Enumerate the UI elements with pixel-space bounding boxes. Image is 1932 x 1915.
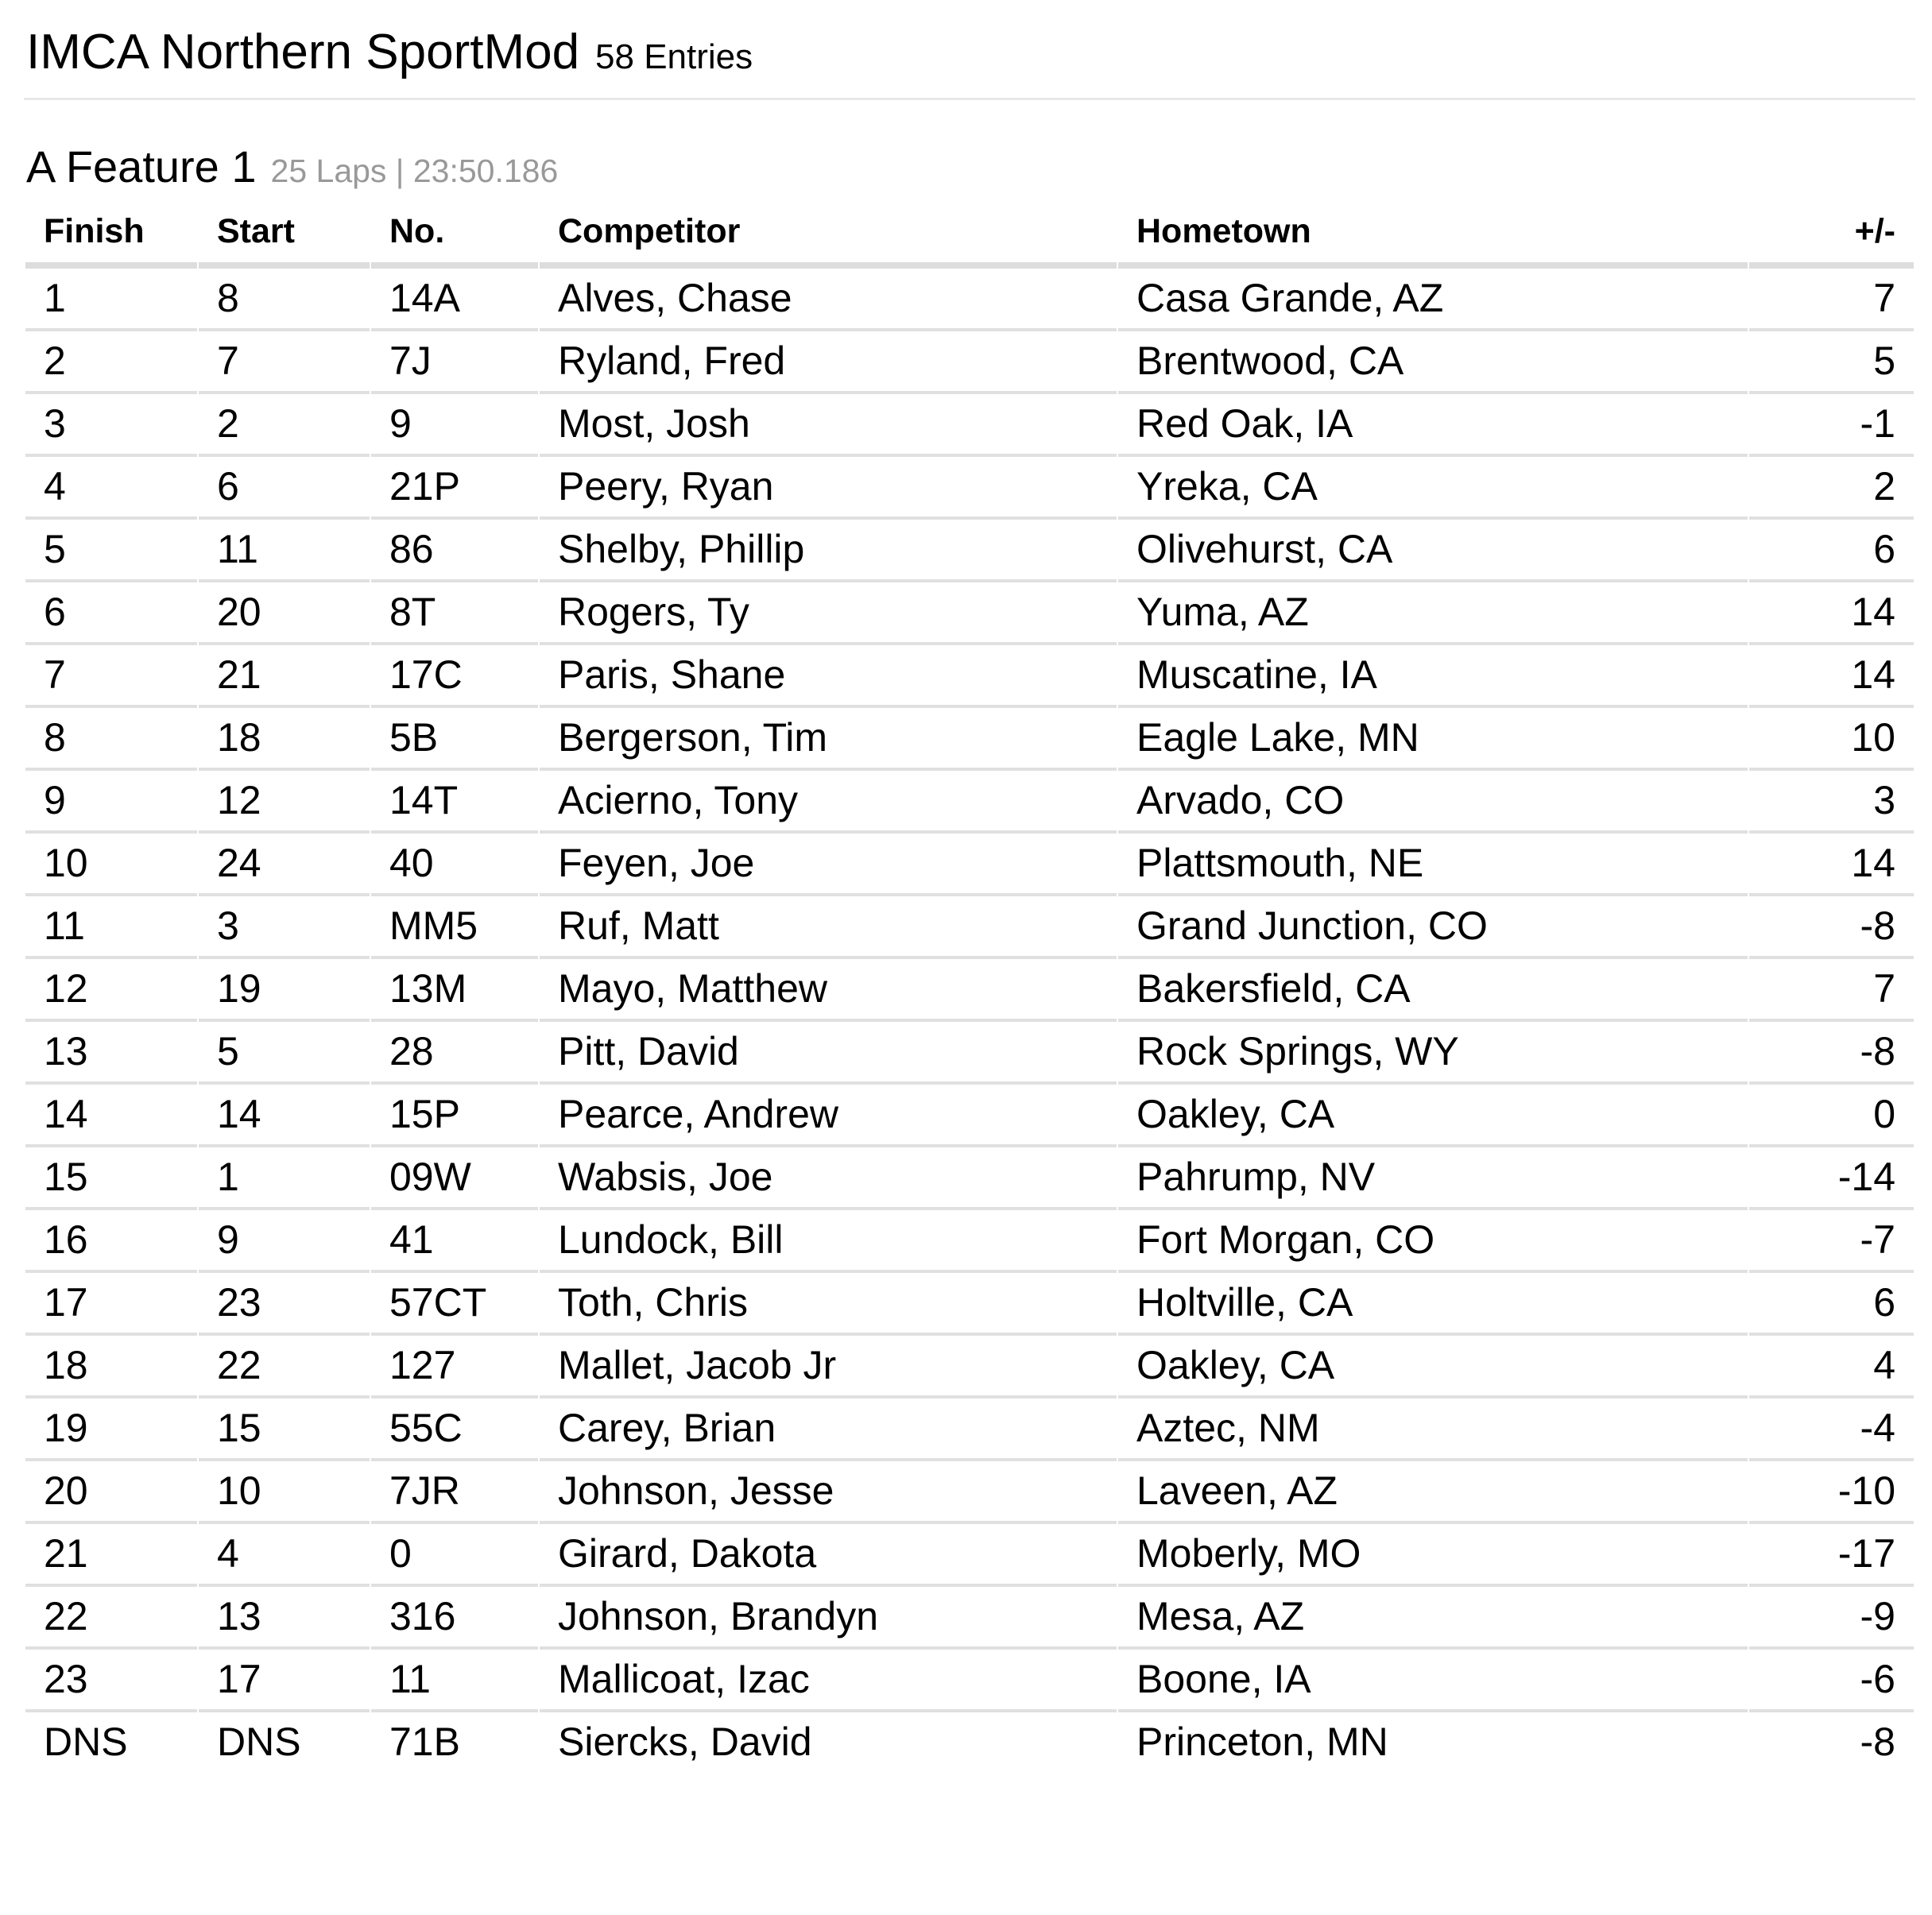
col-header-hometown: Hometown — [1118, 193, 1748, 269]
cell-competitor: Paris, Shane — [540, 645, 1117, 708]
cell-plus-minus: -10 — [1749, 1461, 1914, 1524]
table-row — [25, 645, 1914, 708]
cell-competitor: Mallet, Jacob Jr — [540, 1336, 1117, 1399]
cell-hometown: Moberly, MO — [1118, 1524, 1748, 1587]
table-row — [25, 959, 1914, 1022]
cell-finish: 13 — [25, 1022, 197, 1085]
cell-hometown: Oakley, CA — [1118, 1336, 1748, 1399]
table-row — [25, 1399, 1914, 1461]
cell-plus-minus: 4 — [1749, 1336, 1914, 1399]
cell-car-number: MM5 — [371, 896, 538, 959]
cell-car-number: 40 — [371, 834, 538, 896]
table-row — [25, 582, 1914, 645]
cell-car-number: 21P — [371, 457, 538, 520]
cell-plus-minus: 6 — [1749, 1273, 1914, 1336]
cell-finish: 14 — [25, 1085, 197, 1147]
cell-car-number: 13M — [371, 959, 538, 1022]
cell-plus-minus: -9 — [1749, 1587, 1914, 1650]
cell-competitor: Lundock, Bill — [540, 1210, 1117, 1273]
table-row — [25, 520, 1914, 582]
cell-car-number: 7J — [371, 331, 538, 394]
table-row — [25, 394, 1914, 457]
cell-competitor: Acierno, Tony — [540, 771, 1117, 834]
cell-car-number: 5B — [371, 708, 538, 771]
cell-start: 22 — [199, 1336, 370, 1399]
cell-start: 17 — [199, 1650, 370, 1712]
table-row — [25, 1085, 1914, 1147]
table-row — [25, 1022, 1914, 1085]
cell-finish: 16 — [25, 1210, 197, 1273]
col-header-plus-minus: +/- — [1749, 193, 1914, 269]
cell-competitor: Ruf, Matt — [540, 896, 1117, 959]
cell-hometown: Boone, IA — [1118, 1650, 1748, 1712]
race-details: 25 Laps | 23:50.186 — [270, 153, 559, 190]
cell-finish: 9 — [25, 771, 197, 834]
table-row — [25, 1712, 1914, 1775]
cell-hometown: Yuma, AZ — [1118, 582, 1748, 645]
cell-start: 21 — [199, 645, 370, 708]
table-row — [25, 834, 1914, 896]
cell-car-number: 127 — [371, 1336, 538, 1399]
cell-competitor: Pitt, David — [540, 1022, 1117, 1085]
table-row — [25, 1210, 1914, 1273]
cell-finish: 5 — [25, 520, 197, 582]
cell-finish: 11 — [25, 896, 197, 959]
cell-finish: DNS — [44, 1720, 128, 1765]
table-row — [25, 269, 1914, 331]
cell-start: 2 — [199, 394, 370, 457]
cell-plus-minus: -7 — [1749, 1210, 1914, 1273]
cell-finish: 4 — [25, 457, 197, 520]
cell-competitor: Mallicoat, Izac — [540, 1650, 1117, 1712]
cell-finish: 21 — [25, 1524, 197, 1587]
page-container — [0, 24, 1932, 1775]
cell-hometown: Rock Springs, WY — [1118, 1022, 1748, 1085]
cell-start: 12 — [199, 771, 370, 834]
cell-car-number: 57CT — [371, 1273, 538, 1336]
cell-finish: 8 — [25, 708, 197, 771]
cell-plus-minus: 3 — [1749, 771, 1914, 834]
cell-car-number: 41 — [371, 1210, 538, 1273]
cell-start: 7 — [199, 331, 370, 394]
cell-hometown: Aztec, NM — [1118, 1399, 1748, 1461]
cell-hometown: Fort Morgan, CO — [1118, 1210, 1748, 1273]
cell-finish: 22 — [25, 1587, 197, 1650]
table-row — [25, 1650, 1914, 1712]
cell-plus-minus: -8 — [1749, 1022, 1914, 1085]
cell-plus-minus: -8 — [1749, 896, 1914, 959]
entries-count: 58 Entries — [595, 37, 753, 76]
cell-finish: 23 — [25, 1650, 197, 1712]
cell-start: 8 — [199, 269, 370, 331]
cell-plus-minus: -6 — [1749, 1650, 1914, 1712]
table-row — [25, 1336, 1914, 1399]
cell-start: 11 — [199, 520, 370, 582]
cell-hometown: Arvado, CO — [1118, 771, 1748, 834]
cell-start: 4 — [199, 1524, 370, 1587]
cell-start: 14 — [199, 1085, 370, 1147]
cell-start: 9 — [199, 1210, 370, 1273]
cell-plus-minus: -1 — [1749, 394, 1914, 457]
cell-start: DNS — [217, 1720, 301, 1765]
cell-plus-minus: -4 — [1749, 1399, 1914, 1461]
cell-car-number: 15P — [371, 1085, 538, 1147]
cell-car-number: 14T — [371, 771, 538, 834]
cell-competitor: Siercks, David — [558, 1720, 812, 1765]
cell-hometown: Brentwood, CA — [1118, 331, 1748, 394]
table-row — [25, 1587, 1914, 1650]
cell-car-number: 7JR — [371, 1461, 538, 1524]
cell-start: 23 — [199, 1273, 370, 1336]
cell-start: 1 — [199, 1147, 370, 1210]
cell-plus-minus: -8 — [1860, 1720, 1895, 1765]
race-name: A Feature 1 — [26, 141, 257, 192]
cell-hometown: Pahrump, NV — [1118, 1147, 1748, 1210]
cell-competitor: Alves, Chase — [540, 269, 1117, 331]
cell-plus-minus: -17 — [1749, 1524, 1914, 1587]
cell-car-number: 8T — [371, 582, 538, 645]
cell-start: 10 — [199, 1461, 370, 1524]
cell-hometown: Eagle Lake, MN — [1118, 708, 1748, 771]
cell-start: 3 — [199, 896, 370, 959]
table-row — [25, 1524, 1914, 1587]
cell-hometown: Olivehurst, CA — [1118, 520, 1748, 582]
cell-hometown: Casa Grande, AZ — [1118, 269, 1748, 331]
cell-start: 19 — [199, 959, 370, 1022]
cell-plus-minus: 0 — [1749, 1085, 1914, 1147]
cell-finish: 3 — [25, 394, 197, 457]
cell-start: 13 — [199, 1587, 370, 1650]
cell-finish: 2 — [25, 331, 197, 394]
cell-competitor: Shelby, Phillip — [540, 520, 1117, 582]
cell-car-number: 86 — [371, 520, 538, 582]
table-row — [25, 708, 1914, 771]
cell-start: 18 — [199, 708, 370, 771]
table-row — [25, 1147, 1914, 1210]
cell-finish: 10 — [25, 834, 197, 896]
cell-hometown: Mesa, AZ — [1118, 1587, 1748, 1650]
cell-car-number: 71B — [389, 1720, 460, 1765]
cell-plus-minus: 7 — [1749, 959, 1914, 1022]
cell-start: 20 — [199, 582, 370, 645]
col-header-no: No. — [371, 193, 538, 269]
cell-plus-minus: 14 — [1749, 834, 1914, 896]
cell-finish: 12 — [25, 959, 197, 1022]
results-table — [24, 193, 1915, 1775]
col-header-start: Start — [199, 193, 370, 269]
cell-hometown: Laveen, AZ — [1118, 1461, 1748, 1524]
cell-car-number: 28 — [371, 1022, 538, 1085]
cell-start: 6 — [199, 457, 370, 520]
cell-finish: 18 — [25, 1336, 197, 1399]
cell-plus-minus: 7 — [1749, 269, 1914, 331]
cell-hometown: Grand Junction, CO — [1118, 896, 1748, 959]
cell-plus-minus: -14 — [1749, 1147, 1914, 1210]
table-row — [25, 331, 1914, 394]
cell-hometown: Plattsmouth, NE — [1118, 834, 1748, 896]
results-table-body — [25, 269, 1914, 1775]
cell-plus-minus: 6 — [1749, 520, 1914, 582]
cell-plus-minus: 14 — [1749, 645, 1914, 708]
cell-finish: 17 — [25, 1273, 197, 1336]
cell-start: 15 — [199, 1399, 370, 1461]
cell-finish: 19 — [25, 1399, 197, 1461]
table-header-row — [25, 193, 1914, 269]
cell-hometown: Muscatine, IA — [1118, 645, 1748, 708]
cell-competitor: Pearce, Andrew — [540, 1085, 1117, 1147]
cell-hometown: Red Oak, IA — [1118, 394, 1748, 457]
cell-car-number: 0 — [371, 1524, 538, 1587]
table-row — [25, 1461, 1914, 1524]
cell-hometown: Bakersfield, CA — [1118, 959, 1748, 1022]
cell-car-number: 14A — [371, 269, 538, 331]
cell-hometown: Princeton, MN — [1136, 1720, 1388, 1765]
cell-competitor: Rogers, Ty — [540, 582, 1117, 645]
cell-competitor: Peery, Ryan — [540, 457, 1117, 520]
header-divider — [24, 98, 1915, 100]
cell-plus-minus: 2 — [1749, 457, 1914, 520]
cell-competitor: Ryland, Fred — [540, 331, 1117, 394]
cell-finish: 7 — [25, 645, 197, 708]
table-row — [25, 771, 1914, 834]
cell-car-number: 9 — [371, 394, 538, 457]
cell-plus-minus: 14 — [1749, 582, 1914, 645]
cell-finish: 1 — [25, 269, 197, 331]
cell-plus-minus: 10 — [1749, 708, 1914, 771]
col-header-finish: Finish — [25, 193, 197, 269]
cell-hometown: Holtville, CA — [1118, 1273, 1748, 1336]
race-heading — [26, 141, 1915, 192]
cell-competitor: Girard, Dakota — [540, 1524, 1117, 1587]
cell-hometown: Oakley, CA — [1118, 1085, 1748, 1147]
cell-finish: 20 — [25, 1461, 197, 1524]
cell-car-number: 55C — [371, 1399, 538, 1461]
table-row — [25, 1273, 1914, 1336]
class-name: IMCA Northern SportMod — [26, 25, 580, 79]
cell-start: 24 — [199, 834, 370, 896]
cell-competitor: Feyen, Joe — [540, 834, 1117, 896]
table-row — [25, 896, 1914, 959]
cell-competitor: Bergerson, Tim — [540, 708, 1117, 771]
cell-competitor: Johnson, Jesse — [540, 1461, 1117, 1524]
cell-finish: 15 — [25, 1147, 197, 1210]
cell-competitor: Most, Josh — [540, 394, 1117, 457]
cell-car-number: 316 — [371, 1587, 538, 1650]
cell-competitor: Toth, Chris — [540, 1273, 1117, 1336]
cell-competitor: Johnson, Brandyn — [540, 1587, 1117, 1650]
col-header-competitor: Competitor — [540, 193, 1117, 269]
cell-start: 5 — [199, 1022, 370, 1085]
cell-hometown: Yreka, CA — [1118, 457, 1748, 520]
cell-car-number: 09W — [371, 1147, 538, 1210]
cell-car-number: 11 — [371, 1650, 538, 1712]
cell-plus-minus: 5 — [1749, 331, 1914, 394]
cell-competitor: Carey, Brian — [540, 1399, 1117, 1461]
cell-competitor: Wabsis, Joe — [540, 1147, 1117, 1210]
page-title — [26, 24, 1915, 80]
cell-competitor: Mayo, Matthew — [540, 959, 1117, 1022]
cell-car-number: 17C — [371, 645, 538, 708]
cell-finish: 6 — [25, 582, 197, 645]
table-row — [25, 457, 1914, 520]
